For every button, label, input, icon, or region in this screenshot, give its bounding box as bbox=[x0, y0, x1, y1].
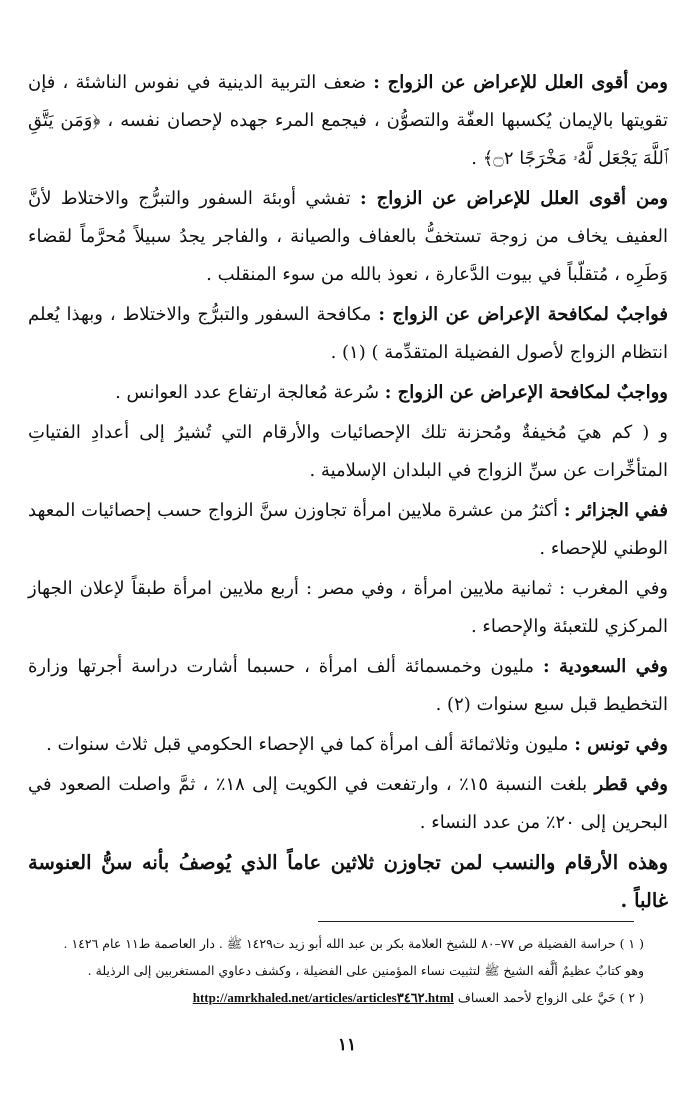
footnotes bbox=[40, 930, 644, 1011]
footnote-1-continued: وهو كتابٌ عظيمٌ ألَّفه الشيخ ﷺ لتثبيت نساء المؤمنين على الفضيلة ، وكشف دعاوي المستغربين إلى الرذيلة . bbox=[87, 963, 644, 978]
paragraph: و ( كم هيَ مُخيفةٌ ومُحزنة تلك الإحصائيات والأرقام التي تُشيرُ إلى أعدادِ الفتياتِ المتأخِّرات عن سنِّ الزواج في البلدان الإسلامية . bbox=[28, 422, 668, 481]
paragraph-conclusion: وهذه الأرقام والنسب لمن تجاوزن ثلاثين عاماً الذي يُوصفُ بأنه سنُّ العنوسة غالباً . bbox=[28, 851, 668, 912]
page-number: ١١ bbox=[337, 1035, 357, 1055]
paragraph: وفي تونس : مليون وثلاثمائة ألف امرأة كما في الإحصاء الحكومي قبل ثلاث سنوات . bbox=[46, 734, 668, 755]
paragraph: وفي قطر بلغت النسبة ١٥٪ ، وارتفعت في الكويت إلى ١٨٪ ، ثمَّ واصلت الصعود في البحرين إلى ٢٠٪ من عدد النساء . bbox=[28, 774, 669, 833]
paragraph: وواجبٌ لمكافحة الإعراض عن الزواج : سُرعة مُعالجة ارتفاع عدد العوانس . bbox=[115, 382, 668, 403]
paragraph: ففي الجزائر : أكثرُ من عشرة ملايين امرأة تجاوزن سنَّ الزواج حسب إحصائيات المعهد الوطني للإحصاء . bbox=[28, 500, 668, 559]
paragraph: فواجبٌ لمكافحة الإعراض عن الزواج : مكافحة السفور والتبرُّج والاختلاط ، وبهذا يُعلم انتظام الزواج لأصول الفضيلة المتقدِّمة ) (١) . bbox=[28, 304, 668, 363]
paragraph: وفي المغرب : ثمانية ملايين امرأة ، وفي مصر : أربع ملايين امرأة طبقاً لإعلان الجهاز المركزي للتعبئة والإحصاء . bbox=[28, 578, 668, 637]
footnote-1: ( ١ ) حراسة الفضيلة ص ٧٧–٨٠ للشيخ العلامة بكر بن عبد الله أبو زيد ت١٤٢٩ ﷺ . دار العاصمة ط١١ عام ١٤٢٦ . bbox=[63, 936, 644, 951]
paragraph: ومن أقوى العلل للإعراض عن الزواج : ضعف التربية الدينية في نفوس الناشئة ، فإن تقويتها بالإيمان يُكسبها العفّة والتصوُّن ، فيجمع المرء جهده لإحصان نفسه ، ﴿وَمَن يَتَّقِ ٱللَّهَ يَجْعَل لَّهُۥ مَخْرَجًا ۝٢﴾ . bbox=[28, 72, 668, 169]
main-text bbox=[28, 64, 668, 922]
paragraph: وفي السعودية : مليون وخمسمائة ألف امرأة ، حسبما أشارت دراسة أجرتها وزارة التخطيط قبل سبع سنوات (٢) . bbox=[28, 656, 668, 715]
footnote-divider bbox=[318, 921, 634, 922]
footnote-2: ( ٢ ) حَيَّ على الزواج لأحمد العساف http://amrkhaled.net/articles/articles٣٤٦٢.html bbox=[192, 990, 644, 1005]
footnote-link[interactable]: http://amrkhaled.net/articles/articles٣٤٦٢.html bbox=[192, 990, 454, 1005]
paragraph: ومن أقوى العلل للإعراض عن الزواج : تفشي أوبئة السفور والتبرُّج والاختلاط لأنَّ العفيف يخاف من زوجة تستخفُّ بالعفاف والصيانة ، والفاجر يجدُ سبيلاً مُحرَّماً لقضاء وَطَرِه ، مُتقلّباً في بيوت الدَّعارة ، نعوذ بالله من سوء المنقلب . bbox=[28, 188, 668, 285]
